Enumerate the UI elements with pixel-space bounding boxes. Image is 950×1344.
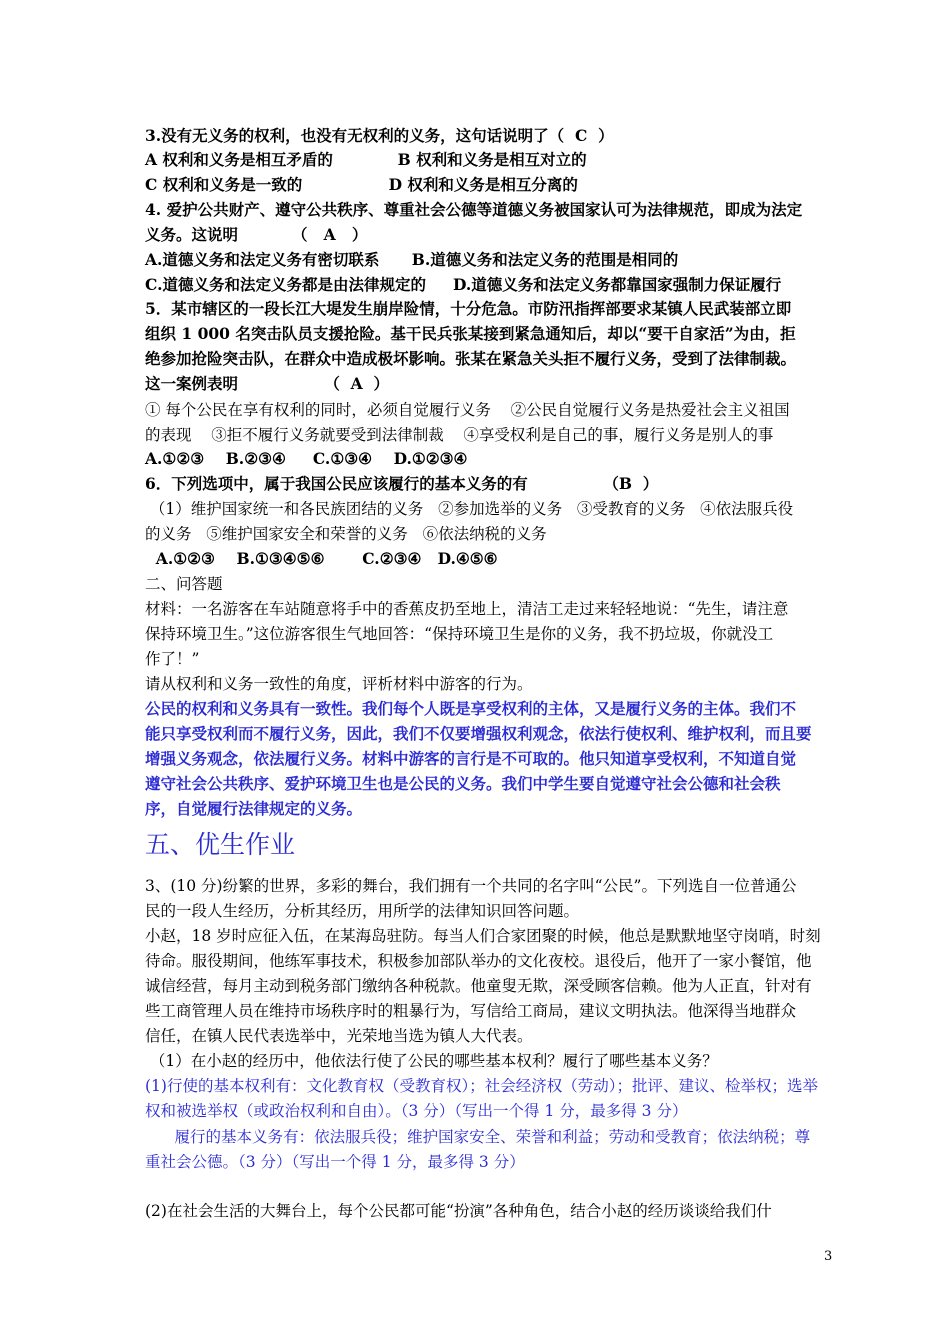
answer-line2: 能只享受权利而不履行义务，因此，我们不仅要增强权利观念，依法行使权利、维护权利，而且要 — [145, 724, 812, 743]
q4-stem-line2: 义务。这说明 （ A ） — [145, 225, 368, 244]
q6-stem: 6．下列选项中，属于我国公民应该履行的基本义务的有 （B ） — [145, 474, 659, 493]
story-line1: 小赵，18 岁时应征入伍，在某海岛驻防。每当人们合家团聚的时候，他总是默默地坚守岗哨，时刻 — [145, 927, 821, 945]
material-line2: 保持环境卫生。”这位游客很生气地回答：“保持环境卫生是你的义务，我不扔垃圾，你就没工 — [145, 625, 774, 643]
q5-line6: 的表现 ③拒不履行义务就要受到法律制裁 ④享受权利是自己的事，履行义务是别人的事 — [145, 426, 774, 444]
answer-line3: 增强义务观念，依法履行义务。材料中游客的言行是不可取的。他只知道享受权利，不知道自觉 — [145, 749, 797, 768]
q3-options-ab: A 权利和义务是相互矛盾的 B 权利和义务是相互对立的 — [145, 150, 587, 169]
q5-line4: 这一案例表明 （ A ） — [145, 374, 389, 393]
q3-stem: 3.没有无义务的权利，也没有无权利的义务，这句话说明了（ C ） — [145, 126, 614, 145]
q5-line1: 5．某市辖区的一段长江大堤发生崩岸险情，十分危急。市防汛指挥部要求某镇人民武装部立即 — [145, 299, 792, 318]
q5-options: A.①②③ B.②③④ C.①③④ D.①②③④ — [145, 449, 468, 468]
sub-answer-1-line3: 履行的基本义务有：依法服兵役；维护国家安全、荣誉和利益；劳动和受教育；依法纳税；尊 — [145, 1128, 811, 1146]
q6-line2: （1）维护国家统一和各民族团结的义务 ②参加选举的义务 ③受教育的义务 ④依法服兵役 — [145, 500, 794, 518]
section2-title: 二、问答题 — [145, 575, 223, 593]
sub-question-2: (2)在社会生活的大舞台上，每个公民都可能“扮演”各种角色，结合小赵的经历谈谈给我们什 — [145, 1202, 772, 1220]
sub-answer-1-line2: 权和被选举权（或政治权利和自由）。（3 分）（写出一个得 1 分，最多得 3 分） — [145, 1102, 688, 1120]
q6-line3: 的义务 ⑤维护国家安全和荣誉的义务 ⑥依法纳税的义务 — [145, 525, 547, 543]
q5-line3: 绝参加抢险突击队，在群众中造成极坏影响。张某在紧急关头拒不履行义务，受到了法律制裁。 — [145, 349, 797, 368]
story-line5: 信任，在镇人民代表选举中，光荣地当选为镇人大代表。 — [145, 1027, 533, 1045]
page-number: 3 — [824, 1249, 833, 1264]
material-line1: 材料：一名游客在车站随意将手中的香蕉皮扔至地上，清洁工走过来轻轻地说：“先生，请注意 — [145, 600, 789, 618]
section5-intro-line2: 民的一段人生经历，分析其经历，用所学的法律知识回答问题。 — [145, 902, 580, 920]
q4-stem-line1: 4. 爱护公共财产、遵守公共秩序、尊重社会公德等道德义务被国家认可为法律规范，即成为法定 — [145, 200, 803, 219]
answer-line4: 遵守社会公共秩序、爱护环境卫生也是公民的义务。我们中学生要自觉遵守社会公德和社会秩 — [145, 774, 781, 793]
q4-options-cd: C.道德义务和法定义务都是由法律规定的 D.道德义务和法定义务都靠国家强制力保证履行 — [145, 275, 782, 294]
sub-answer-1-line1: (1)行使的基本权利有：文化教育权（受教育权）；社会经济权（劳动）；批评、建议、检举权；选举 — [145, 1077, 818, 1095]
story-line4: 些工商管理人员在维持市场秩序时的粗暴行为，写信给工商局，建议文明执法。他深得当地群众 — [145, 1002, 797, 1020]
section5-heading: 五、优生作业 — [145, 830, 296, 859]
sub-question-1: （1）在小赵的经历中，他依法行使了公民的哪些基本权利？履行了哪些基本义务？ — [145, 1052, 718, 1070]
answer-line5: 序，自觉履行法律规定的义务。 — [145, 799, 363, 818]
q5-line5: ① 每个公民在享有权利的同时，必须自觉履行义务 ②公民自觉履行义务是热爱社会主义祖国 — [145, 401, 790, 419]
section5-intro-line1: 3、(10 分)纷繁的世界，多彩的舞台，我们拥有一个共同的名字叫“公民”。下列选自一位普通公 — [145, 877, 797, 895]
story-line3: 诚信经营，每月主动到税务部门缴纳各种税款。他童叟无欺，深受顾客信赖。他为人正直，针对有 — [145, 977, 812, 995]
sub-answer-1-line4: 重社会公德。（3 分）（写出一个得 1 分，最多得 3 分） — [145, 1153, 525, 1171]
q3-options-cd: C 权利和义务是一致的 D 权利和义务是相互分离的 — [145, 175, 578, 194]
q5-line2: 组织 1 000 名突击队员支援抢险。基干民兵张某接到紧急通知后，却以“要干自家活”为由，拒 — [145, 324, 796, 343]
story-line2: 待命。服役期间，他练军事技术，积极参加部队举办的文化夜校。退役后，他开了一家小餐馆，他 — [145, 952, 812, 970]
q4-options-ab: A.道德义务和法定义务有密切联系 B.道德义务和法定义务的范围是相同的 — [145, 250, 679, 269]
q6-options: A.①②③ B.①③④⑤⑥ C.②③④ D.④⑤⑥ — [145, 549, 498, 568]
section2-question: 请从权利和义务一致性的角度，评析材料中游客的行为。 — [145, 675, 533, 693]
answer-line1: 公民的权利和义务具有一致性。我们每个人既是享受权利的主体，又是履行义务的主体。我们不 — [145, 699, 797, 718]
material-line3: 作了！” — [145, 650, 200, 668]
